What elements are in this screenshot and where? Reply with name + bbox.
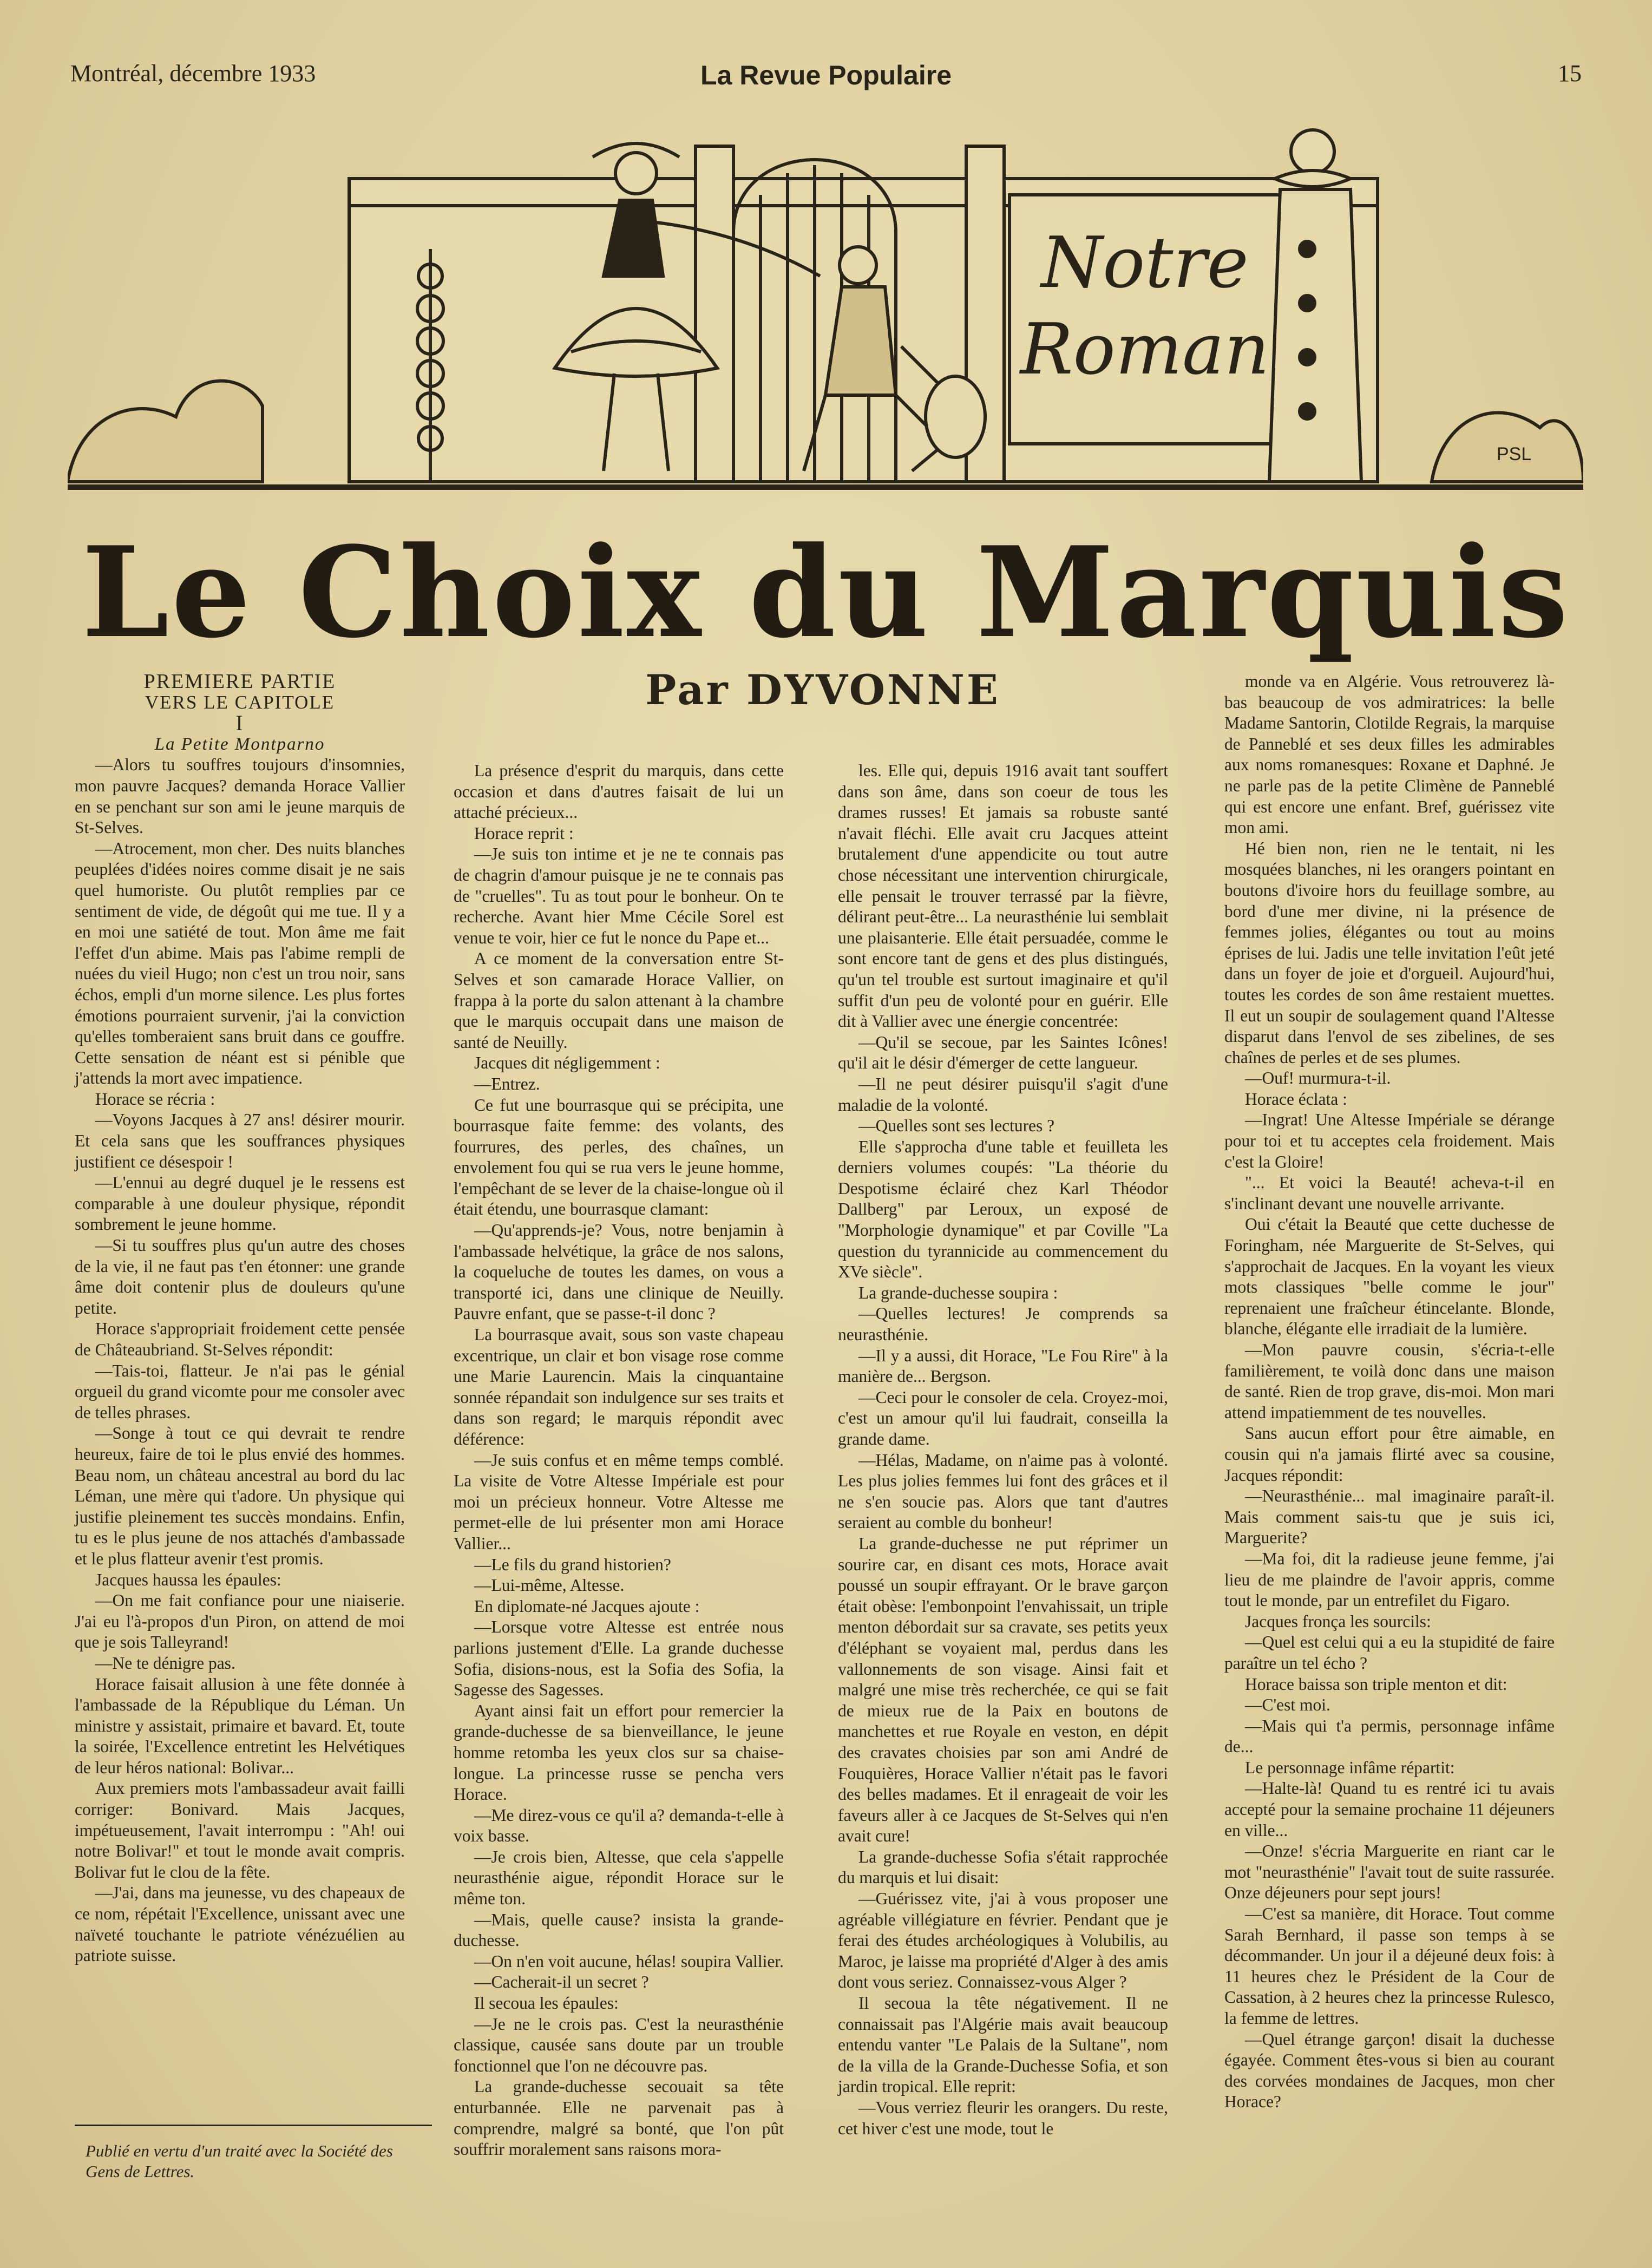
paragraph: —Vous verriez fleurir les orangers. Du reste, cet hiver c'est une mode, tout le	[838, 2098, 1168, 2138]
paragraph: En diplomate-né Jacques ajoute :	[474, 1596, 700, 1616]
paragraph: —Atrocement, mon cher. Des nuits blanches peuplées d'idées noires comme disait je ne sais quel humoriste. Ou plutôt remplies par ce sentiment de vide, de dégoût qui me tue. Il y a en moi une satiété de tout. Mon âme me fait l'effet d'un abime. Mais pas l'abime rempli de nuées du vieil Hugo; non c'est un trou noir, sans échos, empli d'un morne silence. Les plus fortes émotions pourraient survenir, j'ai la conviction qu'elles tomberaient sans bruit dans ce gouffre. Cette sensation de néant est si pénible que j'attends la mort avec impatience.	[75, 838, 405, 1088]
paragraph: —Lorsque votre Altesse est entrée nous parlions justement d'Elle. La grande duchesse Sofia, disions-nous, est la Sofia des Sofia, la Sagesse des Sagesses.	[454, 1617, 784, 1700]
paragraph: Il secoua les épaules:	[474, 1994, 619, 2013]
paragraph: monde va en Algérie. Vous retrouverez là-bas beaucoup de vos admiratrices: la belle Madame Santorin, Clotilde Regrais, la marquise de Panneblé et ses deux filles les admirables aux noms romanesques: Roxane et Daphné. Je ne parle pas de la petite Climène de Panneblé qui est encore une enfant. Bref, guérissez vite mon ami.	[1224, 672, 1555, 837]
column-1-text	[75, 755, 405, 1966]
paragraph: —Alors tu souffres toujours d'insomnies, mon pauvre Jacques? demanda Horace Vallier en se penchant sur son ami le jeune marquis de St-Selves.	[75, 755, 405, 837]
paragraph: —Hélas, Madame, on n'aime pas à volonté. Les plus jolies femmes lui font des grâces et il ne s'en soucie pas. Alors que tant d'autres seraient au comble du bonheur!	[838, 1450, 1168, 1532]
paragraph: —On me fait confiance pour une niaiserie. J'ai eu l'à-propos d'un Piron, on attend de moi que je sois Talleyrand!	[75, 1591, 405, 1652]
paragraph: Ayant ainsi fait un effort pour remercier la grande-duchesse de sa bienveillance, le jeune homme retomba les yeux clos sur sa chaise-longue. La princesse russe se pencha vers Horace.	[454, 1701, 784, 1804]
banner-notre: Notre	[1041, 221, 1249, 304]
paragraph: Le personnage infâme répartit:	[1245, 1758, 1455, 1777]
paragraph: —Si tu souffres plus qu'un autre des choses de la vie, il ne faut pas t'en étonner: une grande âme doit contenir plus de douleurs qu'une petite.	[75, 1236, 405, 1317]
chapter-number: I	[235, 711, 244, 736]
paragraph: La grande-duchesse soupira :	[858, 1283, 1058, 1302]
paragraph: —Il ne peut désirer puisqu'il s'agit d'une maladie de la volonté.	[838, 1074, 1168, 1115]
paragraph: Horace baissa son triple menton et dit:	[1245, 1674, 1507, 1694]
paragraph: —Je ne le crois pas. C'est la neurasthénie classique, causée sans doute par un trouble fonctionnel que l'on ne découvre pas.	[454, 2014, 784, 2075]
paragraph: Horace se récria :	[95, 1089, 215, 1109]
footnote-rule	[75, 2125, 432, 2126]
paragraph: La présence d'esprit du marquis, dans cette occasion et dans d'autres faisait de lui un attaché précieux...	[454, 761, 784, 822]
paragraph: —Ouf! murmura-t-il.	[1245, 1069, 1391, 1088]
paragraph: —Je crois bien, Altesse, que cela s'appelle neurasthénie aigue, répondit Horace sur le même ton.	[454, 1847, 784, 1909]
paragraph: Horace reprit :	[474, 823, 574, 843]
paragraph: —Voyons Jacques à 27 ans! désirer mourir. Et cela sans que les souffrances physiques justifient ce désespoir !	[75, 1110, 405, 1171]
paragraph: les. Elle qui, depuis 1916 avait tant souffert dans son âme, dans son coeur de tous les drames russes! Et jamais sa robuste santé n'avait fléchi. Elle avait cru Jacques atteint brutalement d'une appendicite ou tout autre chose nécessitant une intervention chirurgicale, elle pensait le trouver terrassé par la fièvre, délirant peut-être... La neurasthénie lui semblait une plaisanterie. Elle était persuadée, comme le sont encore tant de gens et des plus distingués, qu'un tel trouble est surtout imaginaire et qu'il suffit d'un peu de volonté pour en guérir. Elle dit à Vallier avec une énergie concentrée:	[838, 761, 1168, 1031]
paragraph: —C'est sa manière, dit Horace. Tout comme Sarah Bernhard, il passe son temps à se décommander. Un jour il a déjeuné deux fois: à 11 heures chez le Président de la Cour de Cassation, à 2 heures chez la princesse Rulesco, la femme de lettres.	[1224, 1904, 1555, 2028]
paragraph: —Halte-là! Quand tu es rentré ici tu avais accepté pour la semaine prochaine 11 déjeuners en ville...	[1224, 1779, 1555, 1840]
paragraph: Aux premiers mots l'ambassadeur avait failli corriger: Bonivard. Mais Jacques, impétueusement, l'avait interrompu : "Ah! oui notre Bolivar!" et tout le monde avait compris. Bolivar fut le clou de la fête.	[75, 1779, 405, 1882]
paragraph: —C'est moi.	[1245, 1695, 1330, 1715]
paragraph: Horace éclata :	[1245, 1089, 1347, 1109]
mandolin	[926, 376, 985, 457]
paragraph: —Quelles sont ses lectures ?	[858, 1116, 1055, 1136]
paragraph: La grande-duchesse Sofia s'était rapprochée du marquis et lui disait:	[838, 1847, 1168, 1887]
paragraph: —Mais, quelle cause? insista la grande-duchesse.	[454, 1910, 784, 1950]
paragraph: —Ceci pour le consoler de cela. Croyez-moi, c'est un amour qu'il lui faudrait, conseilla la grande dame.	[838, 1387, 1168, 1448]
banner-roman: Roman	[1020, 308, 1270, 390]
header-date: Montréal, décembre 1933	[70, 60, 316, 87]
paragraph: —Mon pauvre cousin, s'écria-t-elle familièrement, te voilà donc dans une maison de santé. Rien de trop grave, dis-moi. Mon mari attend impatiemment de tes nouvelles.	[1224, 1340, 1555, 1422]
paragraph: —Cacherait-il un secret ?	[474, 1972, 649, 1992]
paragraph: —Entrez.	[474, 1074, 540, 1093]
bush-left	[68, 381, 263, 482]
paragraph: Sans aucun effort pour être aimable, en cousin qui n'a jamais flirté avec sa cousine, Jacques répondit:	[1224, 1424, 1555, 1485]
paragraph: —Mais qui t'a permis, personnage infâme de...	[1224, 1716, 1555, 1756]
column-1	[75, 671, 405, 1967]
paragraph: —Guérissez vite, j'ai à vous proposer une agréable villégiature en février. Pendant que je ferai des études archéologiques à Volubilis, au Maroc, je laisse ma propriété d'Alger à des amis dont vous seriez. Connaissez-vous Alger ?	[838, 1889, 1168, 1992]
paragraph: Jacques fronça les sourcils:	[1245, 1611, 1431, 1631]
paragraph: La grande-duchesse secouait sa tête enturbannée. Elle ne parvenait pas à comprendre, malgré sa bonté, que l'on pût souffrir moralement sans raisons mora-	[454, 2077, 784, 2159]
paragraph: —Onze! s'écria Marguerite en riant car le mot "neurasthénie" l'avait tout de suite rassurée. Onze déjeuners pour sept jours!	[1224, 1841, 1555, 1903]
paragraph: —Le fils du grand historien?	[474, 1555, 671, 1574]
paragraph: —Je suis ton intime et je ne te connais pas de chagrin d'amour puisque je ne te connais pas de "cruelles". Tu as tout pour le bonheur. On te recherche. Avant hier Mme Cécile Sorel est venue te voir, hier ce fut le nonce du Pape et...	[454, 844, 784, 947]
paragraph: —Je suis confus et en même temps comblé. La visite de Votre Altesse Impériale est pour moi un précieux honneur. Votre Altesse me permet-elle de lui présenter mon ami Horace Vallier...	[454, 1450, 784, 1553]
paragraph: —Neurasthénie... mal imaginaire paraît-il. Mais comment sais-tu que je suis ici, Marguerite?	[1224, 1486, 1555, 1548]
paragraph: —L'ennui au degré duquel je le ressens est comparable à une douleur physique, répondit sombrement le jeune homme.	[75, 1173, 405, 1234]
paragraph: Oui c'était la Beauté que cette duchesse de Foringham, née Marguerite de St-Selves, qui s'approchait de Jacques. En la voyant les vieux mots classiques "belle comme le jour" reprenaient une fraîcheur étincelante. Blonde, blanche, élégante elle irradiait de la lumière.	[1224, 1215, 1555, 1339]
paragraph: Horace faisait allusion à une fête donnée à l'ambassade de la République du Léman. Un ministre y assistait, primaire et bavard. Et, toute la soirée, l'Excellence entretint les Helvétiques de leur héros national: Bolivar...	[75, 1674, 405, 1777]
paragraph: —Lui-même, Altesse.	[474, 1576, 625, 1595]
paragraph: Jacques haussa les épaules:	[95, 1570, 281, 1589]
paragraph: —On n'en voit aucune, hélas! soupira Vallier.	[474, 1951, 784, 1971]
paragraph: —Ma foi, dit la radieuse jeune femme, j'ai lieu de me plaindre de l'avoir appris, comme tout le monde, par un entrefilet du Figaro.	[1224, 1549, 1555, 1610]
paragraph: —Ne te dénigre pas.	[95, 1653, 235, 1673]
paragraph: Horace s'appropriait froidement cette pensée de Châteaubriand. St-Selves répondit:	[75, 1319, 405, 1359]
paragraph: La grande-duchesse ne put réprimer un sourire car, en disant ces mots, Horace avait poussé un soupir effrayant. Or le brave garçon était obèse: l'embonpoint l'envahissait, un triple menton débordait sur sa cravate, ses petits yeux d'éléphant se voyaient mal, perdus dans les vallonnements de son visage. Ainsi fait et malgré une mise très recherchée, ce qui se fait de mieux rue de la Paix en boutons de manchettes et rue Royale en veston, en dépit des cravates choisies par son ami André de Fouquières, Horace Vallier n'était pas le favori des belles madames. Et il enrageait de voir les faveurs aller à ce Jacques de St-Selves qui n'en avait cure!	[838, 1533, 1168, 1846]
header-illustration	[68, 114, 1583, 493]
header-page-number: 15	[1558, 60, 1582, 87]
paragraph: —Quelles lectures! Je comprends sa neurasthénie.	[838, 1304, 1168, 1345]
paragraph: —Ingrat! Une Altesse Impériale se dérange pour toi et tu acceptes cela froidement. Mais c'est la Gloire!	[1224, 1110, 1555, 1171]
paragraph: Hé bien non, rien ne le tentait, ni les mosquées blanches, ni les orangers pointant en boutons d'ivoire hors du feuillage sombre, au bord d'une mer divine, ni la présence de femmes jolies, élégantes ou tout au moins éprises de lui. Jadis une telle invitation l'eût jeté dans un foyer de joie et d'orgueil. Aujourd'hui, toutes les cordes de son âme restaient muettes. Il eut un soupir de soulagement quand l'Altesse disparut dans l'envol de ses zibelines, de ses chaînes de perles et de ses plumes.	[1224, 838, 1555, 1067]
paragraph: —Songe à tout ce qui devrait te rendre heureux, faire de toi le plus envié des hommes. Beau nom, un château ancestral au bord du lac Léman, une mère qui t'adore. Un physique qui justifie pleinement tes succès mondains. Enfin, tu es le plus jeune de nos attachés d'ambassade et le plus flatteur avenir t'est promis.	[75, 1424, 405, 1568]
paragraph: Il secoua la tête négativement. Il ne connaissait pas l'Algérie mais avait beaucoup entendu vanter "Le Palais de la Sultane", nom de la villa de la Grande-Duchesse Sofia, et son jardin tropical. Elle reprit:	[838, 1994, 1168, 2096]
paragraph: —Qu'apprends-je? Vous, notre benjamin à l'ambassade helvétique, la grâce de nos salons, la coqueluche de toutes les dames, on vous a transporté ici, dans une clinique de Neuilly. Pauvre enfant, que se passe-t-il donc ?	[454, 1221, 784, 1323]
paragraph: Elle s'approcha d'une table et feuilleta les derniers volumes coupés: "La théorie du Despotisme éclairé chez Karl Théodor Dallberg" par Leroux, un exposé de "Morphologie dynamique" et par Coville "La question du tyrannicide au commencement du XVe siècle".	[838, 1137, 1168, 1282]
paragraph: —Me direz-vous ce qu'il a? demanda-t-elle à voix basse.	[454, 1805, 784, 1846]
paragraph: —Tais-toi, flatteur. Je n'ai pas le génial orgueil du grand vicomte pour me consoler avec de telles phrases.	[75, 1361, 405, 1422]
part-subtitle: VERS LE CAPITOLE	[145, 691, 335, 713]
artist-signature: PSL	[1497, 444, 1532, 464]
paragraph: Jacques dit négligemment :	[474, 1053, 660, 1073]
chapter-title: La Petite Montparno	[154, 734, 325, 754]
paragraph: Ce fut une bourrasque qui se précipita, une bourrasque faite femme: des volants, des fourrures, des perles, des chaînes, un envolement fou qui se rua vers le jeune homme, l'empêchant de se lever de la chaise-longue où il était étendu, une bourrasque clamant:	[454, 1095, 784, 1219]
column-3	[838, 761, 1168, 2139]
header-magazine-name: La Revue Populaire	[700, 60, 952, 90]
paragraph: —Quel est celui qui a eu la stupidité de faire paraître un tel écho ?	[1224, 1633, 1555, 1673]
column-4	[1224, 671, 1555, 2113]
paragraph: A ce moment de la conversation entre St-Selves et son camarade Horace Vallier, on frappa à la porte du salon attenant à la chambre que le marquis occupait dans une maison de santé de Neuilly.	[454, 949, 784, 1052]
part-heading: PREMIERE PARTIE	[143, 670, 336, 693]
story-title: Le Choix du Marquis	[81, 520, 1571, 666]
story-byline: Par DYVONNE	[645, 666, 1000, 714]
footnote: Publié en vertu d'un traité avec la Société des Gens de Lettres.	[86, 2141, 393, 2181]
paragraph: "... Et voici la Beauté! acheva-t-il en s'inclinant devant une nouvelle arrivante.	[1224, 1173, 1555, 1213]
paragraph: —J'ai, dans ma jeunesse, vu des chapeaux de ce nom, répétait l'Excellence, unissant avec une naïveté touchante le patriote vénézuélien au patriote suisse.	[75, 1883, 405, 1965]
column-2	[454, 761, 784, 2160]
paragraph: —Qu'il se secoue, par les Saintes Icônes! qu'il ait le désir d'émerger de cette langueur.	[838, 1032, 1168, 1073]
paragraph: —Quel étrange garçon! disait la duchesse égayée. Comment êtes-vous si bien au courant des corvées mondaines de Jacques, mon cher Horace?	[1224, 2029, 1555, 2112]
paragraph: La bourrasque avait, sous son vaste chapeau excentrique, un clair et bon visage rose comme une Marie Laurencin. Mais la cinquantaine sonnée répandait son indulgence sur ses traits et dans son regard; le marquis répondit avec déférence:	[454, 1325, 784, 1448]
paragraph: —Il y a aussi, dit Horace, "Le Fou Rire" à la manière de... Bergson.	[838, 1346, 1168, 1386]
